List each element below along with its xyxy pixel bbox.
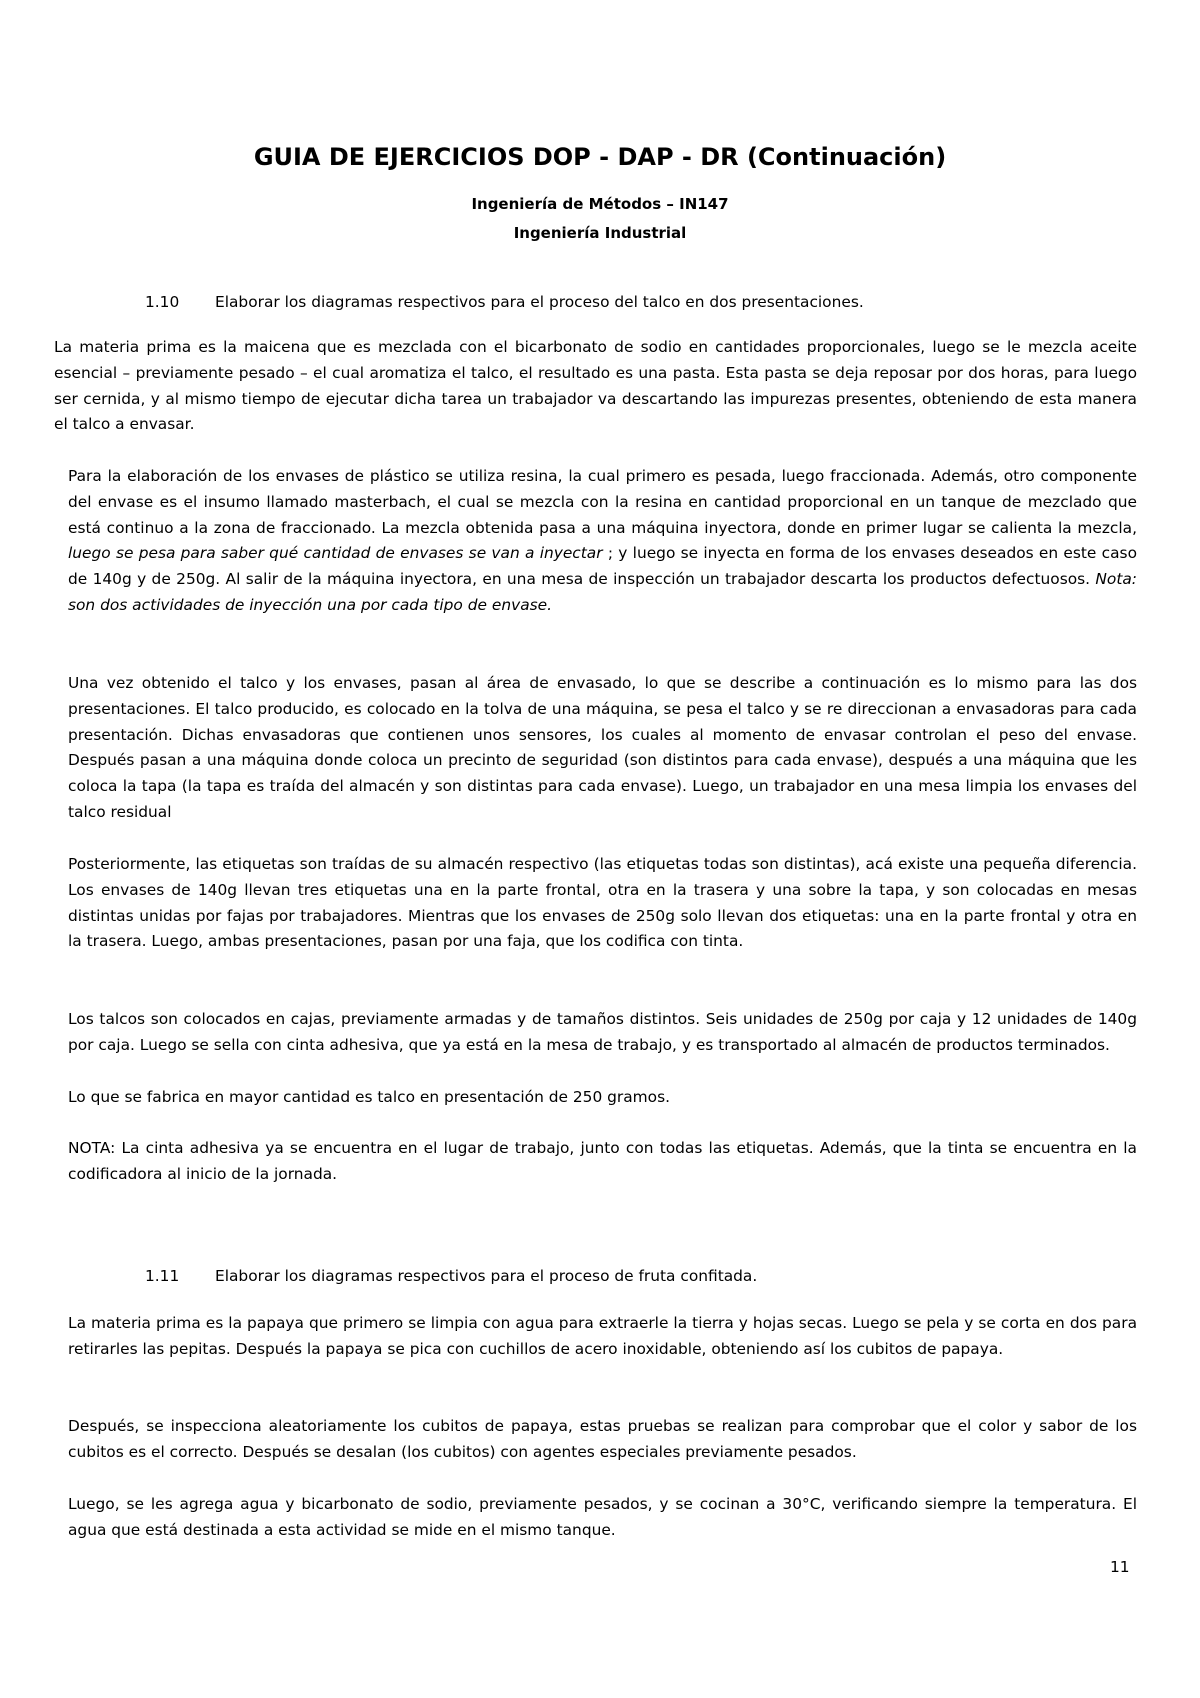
fruta-raw-material-paragraph: La materia prima es la papaya que primero se limpia con agua para extraerle la tierra y hojas secas. Luego se pela y se corta en dos para retirarles las pepitas. Después la papaya se pica con cuchillos de acero inoxidable, obteniendo así los cubitos de papaya. — [68, 1314, 1137, 1358]
paragraph-text: ; y luego se inyecta en forma de los envases deseados en este caso de 140g y de 250g. Al salir de la máquina inyectora, en una mesa de inspección un trabajador descarta los productos defectuosos. — [68, 544, 1137, 589]
talco-note-paragraph: NOTA: La cinta adhesiva ya se encuentra en el lugar de trabajo, junto con todas las etiquetas. Además, que la tinta se encuentra en la codificadora al inicio de la jornada. — [68, 1139, 1137, 1183]
talco-raw-material-paragraph: La materia prima es la maicena que es mezclada con el bicarbonato de sodio en cantidades proporcionales, luego se le mezcla aceite esencial – previamente pesado – el cual aromatiza el talco, el resultado es una pasta. Esta pasta se deja reposar por dos horas, para luego ser cernida, y al mismo tiempo de ejecutar dicha tarea un trabajador va descartando las impurezas presentes, obteniendo de esta manera el talco a envasar. — [54, 338, 1137, 434]
program-subtitle: Ingeniería Industrial — [513, 224, 687, 242]
fruta-cooking-paragraph: Luego, se les agrega agua y bicarbonato de sodio, previamente pesados, y se cocinan a 30°C, verificando siempre la temperatura. El agua que está destinada a esta actividad se mide en el mismo tanque. — [68, 1495, 1137, 1539]
section-number: 1.10 — [145, 293, 180, 311]
talco-production-paragraph: Lo que se fabrica en mayor cantidad es talco en presentación de 250 gramos. — [68, 1088, 670, 1106]
document-title: GUIA DE EJERCICIOS DOP - DAP - DR (Continuación) — [253, 143, 947, 171]
paragraph-text: Para la elaboración de los envases de plástico se utiliza resina, la cual primero es pesada, luego fraccionada. Además, otro componente del envase es el insumo llamado masterbach, el cual se mezcla con la resina en cantidad proporcional en un tanque de mezclado que está continuo a la zona de fraccionado. La mezcla obtenida pasa a una máquina inyectora, donde en primer lugar se calienta la mezcla, — [68, 467, 1137, 537]
talco-boxes-paragraph: Los talcos son colocados en cajas, previamente armadas y de tamaños distintos. Seis unidades de 250g por caja y 12 unidades de 140g por caja. Luego se sella con cinta adhesiva, que ya está en la mesa de trabajo, y es transportado al almacén de productos terminados. — [68, 1010, 1137, 1054]
talco-containers-paragraph — [68, 464, 1137, 619]
page-number: 11 — [1110, 1558, 1130, 1576]
section-1-10-heading — [145, 291, 864, 313]
section-number: 1.11 — [145, 1267, 180, 1285]
course-subtitle: Ingeniería de Métodos – IN147 — [471, 195, 729, 213]
paragraph-italic-text: luego se pesa para saber qué cantidad de envases se van a inyectar — [68, 544, 603, 563]
talco-packaging-paragraph: Una vez obtenido el talco y los envases, pasan al área de envasado, lo que se describe a continuación es lo mismo para las dos presentaciones. El talco producido, es colocado en la tolva de una máquina, se pesa el talco y se re direccionan a envasadoras para cada presentación. Dichas envasadoras que contienen unos sensores, los cuales al momento de envasar controlan el peso del envase. Después pasan a una máquina donde coloca un precinto de seguridad (son distintos para cada envase), después a una máquina que les coloca la tapa (la tapa es traída del almacén y son distintas para cada envase). Luego, un trabajador en una mesa limpia los envases del talco residual — [68, 674, 1137, 821]
section-title: Elaborar los diagramas respectivos para el proceso de fruta confitada. — [215, 1267, 758, 1285]
section-title: Elaborar los diagramas respectivos para el proceso del talco en dos presentaciones. — [215, 293, 864, 311]
fruta-inspection-paragraph: Después, se inspecciona aleatoriamente los cubitos de papaya, estas pruebas se realizan para comprobar que el color y sabor de los cubitos es el correcto. Después se desalan (los cubitos) con agentes especiales previamente pesados. — [68, 1417, 1137, 1461]
section-1-11-heading — [145, 1265, 757, 1287]
talco-labels-paragraph: Posteriormente, las etiquetas son traídas de su almacén respectivo (las etiquetas todas son distintas), acá existe una pequeña diferencia. Los envases de 140g llevan tres etiquetas una en la parte frontal, otra en la trasera y una sobre la tapa, y son colocadas en mesas distintas unidas por fajas por trabajadores. Mientras que los envases de 250g solo llevan dos etiquetas: una en la parte frontal y otra en la trasera. Luego, ambas presentaciones, pasan por una faja, que los codifica con tinta. — [68, 855, 1137, 951]
paragraph-note: Nota: son dos actividades de inyección una por cada tipo de envase. — [68, 570, 1137, 614]
